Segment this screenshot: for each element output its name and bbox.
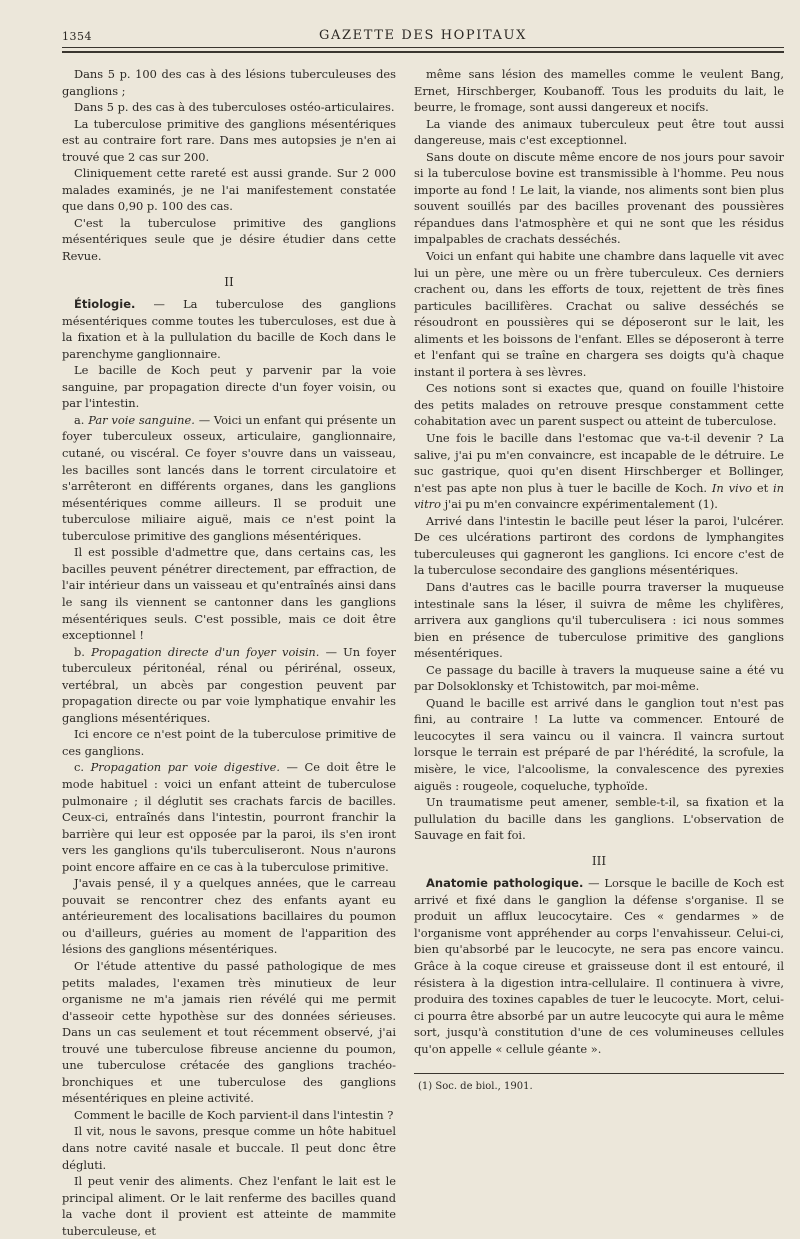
page-number: 1354 (62, 30, 92, 43)
subsection-text: — Voici un enfant qui présente un foyer tuberculeux osseux, articulaire, ganglionnaire, cutané, ou viscéral. Ce foyer s'ouvre dans un vaisseau, les bacilles sont lancés dans le torrent circulatoire et s'arrêteront en différents organes, dans les ganglions mésentériques comme ailleurs. Il se produit une tuberculose miliaire aiguë, mais ce n'est point la tuberculose primitive des ganglions mésentériques. (62, 412, 396, 543)
paragraph: Dans 5 p. des cas à des tuberculoses ostéo-articulaires. (74, 100, 395, 115)
paragraph: Sans doute on discute même encore de nos jours pour savoir si la tuberculose bovine est transmissible à l'homme. Peu nous importe au fond ! Le lait, la viande, nos aliments sont bien plus souvent souillés par des bacilles provenant des poussières répandues dans l'atmosphère et qui ne sont que les résidus impalpables de crachats desséchés. (414, 149, 784, 247)
paragraph: Voici un enfant qui habite une chambre dans laquelle vit avec lui un père, une mère ou un frère tuberculeux. Ces derniers crachent ou, dans les efforts de toux, rejettent de très fines particules bacillifères. Crachat ou salive desséchés se résoudront en poussières qui se déposeront sur le lait, les aliments et les boissons de l'enfant. Elles se déposeront à terre et l'enfant qui se traîne en chargera ses doigts qu'à chaque instant il portera à ses lèvres. (414, 249, 784, 379)
subsection-label: c. (74, 760, 91, 775)
text-run: et (751, 480, 774, 495)
subsection-title: Par voie sanguine. (88, 412, 195, 427)
italic-in-vitro: in vitro (414, 480, 785, 512)
paragraph: Un traumatisme peut amener, semble-t-il, sa fixation et la pullulation du bacille dans les ganglions. L'observation de Sauvage en fait foi. (414, 795, 784, 843)
paragraph: La viande des animaux tuberculeux peut être tout aussi dangereuse, mais c'est exceptionnel. (414, 116, 784, 148)
paragraph: Dans 5 p. 100 des cas à des lésions tuberculeuses des ganglions ; (62, 67, 396, 98)
paragraph: C'est la tuberculose primitive des ganglions mésentériques seule que je désire étudier dans cette Revue. (62, 215, 396, 264)
section-number-2: II (224, 274, 234, 289)
subsection-text: — Un foyer tuberculeux péritonéal, rénal ou périrénal, osseux, vertébral, un abcès par congestion peuvent par propagation directe ou par voie lymphatique envahir les ganglions mésentériques. (62, 644, 396, 725)
paragraph: Ces notions sont si exactes que, quand on fouille l'histoire des petits malades on retrouve presque constamment cette cohabitation avec un parent suspect ou atteint de tuberculose. (414, 381, 784, 429)
text-run: Une fois le bacille dans l'estomac que va-t-il devenir ? La salive, j'ai pu m'en convaincre, est incapable de le détruire. Le suc gastrique, quoi qu'en disent Hirschberger et Bollinger, n'est pas apte non plus à tuer le bacille de Koch. (414, 431, 784, 495)
right-column (414, 66, 784, 1096)
subsection-text: — Ce doit être le mode habituel : voici un enfant atteint de tuberculose pulmonaire ; il déglutit ses crachats farcis de bacilles. Ceux-ci, entraînés dans l'intestin, pourront franchir la barrière qui leur est opposée par la paroi, ils s'en iront vers les ganglions qu'ils tuberculiseront. Nous n'aurons point encore affaire en ce cas à la tuberculose primitive. (62, 760, 396, 874)
journal-title: GAZETTE DES HOPITAUX (319, 28, 527, 43)
paragraph: Arrivé dans l'intestin le bacille peut léser la paroi, l'ulcérer. De ces ulcérations partiront des cordons de lymphangites tuberculeuses qui gagneront les ganglions. Ici encore c'est de la tuberculose secondaire des ganglions mésentériques. (414, 513, 784, 578)
paragraph: Cliniquement cette rareté est aussi grande. Sur 2 000 malades examinés, je ne l'ai manifestement constatée que dans 0,90 p. 100 des cas. (62, 166, 396, 214)
footnote-rule (414, 1073, 784, 1074)
anatomy-paragraph (414, 875, 784, 1057)
paragraph: Le bacille de Koch peut y parvenir par la voie sanguine, par propagation directe d'un foyer voisin, ou par l'intestin. (62, 363, 396, 411)
paragraph: Comment le bacille de Koch parvient-il dans l'intestin ? (74, 1107, 394, 1122)
header-rule-thick (62, 51, 784, 53)
header-rule-thin (62, 47, 784, 48)
paragraph-stomach (414, 430, 784, 513)
etiology-paragraph (62, 296, 396, 362)
paragraph: J'avais pensé, il y a quelques années, que le carreau pouvait se rencontrer chez des enfants ayant eu antérieurement des localisations bacillaires du poumon ou d'ailleurs, guéries au moment de l'apparition des lésions des ganglions mésentériques. (62, 876, 396, 957)
page-header (62, 22, 784, 48)
anatomy-heading: Anatomie pathologique. (426, 876, 584, 891)
paragraph: Ici encore ce n'est point de la tuberculose primitive de ces ganglions. (62, 727, 396, 758)
subsection-title: Propagation par voie digestive. (90, 760, 280, 775)
paragraph: même sans lésion des mamelles comme le veulent Bang, Ernet, Hirschberger, Koubanoff. Tous les produits du lait, le beurre, le fromage, sont aussi dangereux et nocifs. (414, 67, 784, 115)
subsection-c (62, 759, 396, 875)
text-run: j'ai pu m'en convaincre expérimentalement (1). (440, 497, 718, 512)
paragraph: Il peut venir des aliments. Chez l'enfant le lait est le principal aliment. Or le lait renferme des bacilles quand la vache dont il provient est atteinte de mammite tuberculeuse, et (62, 1174, 396, 1238)
left-column (62, 66, 396, 1239)
paragraph: Il est possible d'admettre que, dans certains cas, les bacilles peuvent pénétrer directement, par effraction, de l'air intérieur dans un vaisseau et qu'entraînés ainsi dans le sang ils viennent se cantonner dans les ganglions mésentériques seuls. C'est possible, mais ce doit être exceptionnel ! (62, 545, 396, 643)
anatomy-text: — Lorsque le bacille de Koch est arrivé et fixé dans le ganglion la défense s'organise. Il se produit un afflux leucocytaire. Ces « gendarmes » de l'organisme vont appréhender au corps l'envahisseur. Celui-ci, bien qu'absorbé par le leucocyte, ne sera pas encore vaincu. Grâce à la coque cireuse et graisseuse dont il est entouré, il résistera à la digestion intra-cellulaire. Il continuera à vivre, produira des toxines capables de tuer le leucocyte. Mort, celui-ci pourra être absorbé par un autre leucocyte qui aura le même sort, jusqu'à constitution d'une de ces volumineuses cellules qu'on appelle « cellule géante ». (414, 876, 785, 1056)
section-number-3: III (591, 853, 607, 868)
paragraph: Or l'étude attentive du passé pathologique de mes petits malades, l'examen très minutieux de leur organisme ne m'a jamais rien révélé qui me permit d'asseoir cette hypothèse sur des données sérieuses. Dans un cas seulement et tout récemment observé, j'ai trouvé une tuberculose fibreuse ancienne du poumon, une tuberculose crétacée des ganglions trachéo-bronchiques et une tuberculose des ganglions mésentériques en pleine activité. (62, 958, 396, 1106)
subsection-a (62, 412, 396, 544)
etiology-text: — La tuberculose des ganglions mésentériques comme toutes les tuberculoses, est due à la fixation et à la pullulation du bacille de Koch dans le parenchyme ganglionnaire. (62, 297, 396, 361)
paragraph: Il vit, nous le savons, presque comme un hôte habituel dans notre cavité nasale et buccale. Il peut donc être dégluti. (62, 1124, 396, 1172)
subsection-title: Propagation directe d'un foyer voisin. (91, 644, 320, 659)
paragraph: Quand le bacille est arrivé dans le ganglion tout n'est pas fini, au contraire ! La lutte va commencer. Entouré de leucocytes il sera vaincu ou il vaincra. Il vaincra surtout lorsque le terrain est préparé de par l'hérédité, la scrofule, la misère, le vice, l'alcoolisme, la convalescence des pyrexies aiguës : rougeole, coqueluche, typhoïde. (414, 695, 784, 793)
footnote: (1) Soc. de biol., 1901. (418, 1081, 533, 1093)
paragraph: La tuberculose primitive des ganglions mésentériques est au contraire fort rare. Dans mes autopsies je n'en ai trouvé que 2 cas sur 200. (62, 116, 396, 164)
paragraph: Ce passage du bacille à travers la muqueuse saine a été vu par Dolsoklonsky et Tchistowitch, par moi-même. (414, 662, 784, 694)
italic-in-vivo: In vivo (711, 480, 752, 495)
subsection-b (62, 644, 396, 727)
etiology-heading: Étiologie. (74, 297, 136, 312)
subsection-label: b. (74, 644, 92, 659)
paragraph: Dans d'autres cas le bacille pourra traverser la muqueuse intestinale sans la léser, il suivra de même les chylifères, arrivera aux ganglions qu'il tuberculisera : ici nous sommes bien en présence de tuberculose primitive des ganglions mésentériques. (414, 579, 784, 661)
subsection-label: a. (74, 412, 89, 427)
